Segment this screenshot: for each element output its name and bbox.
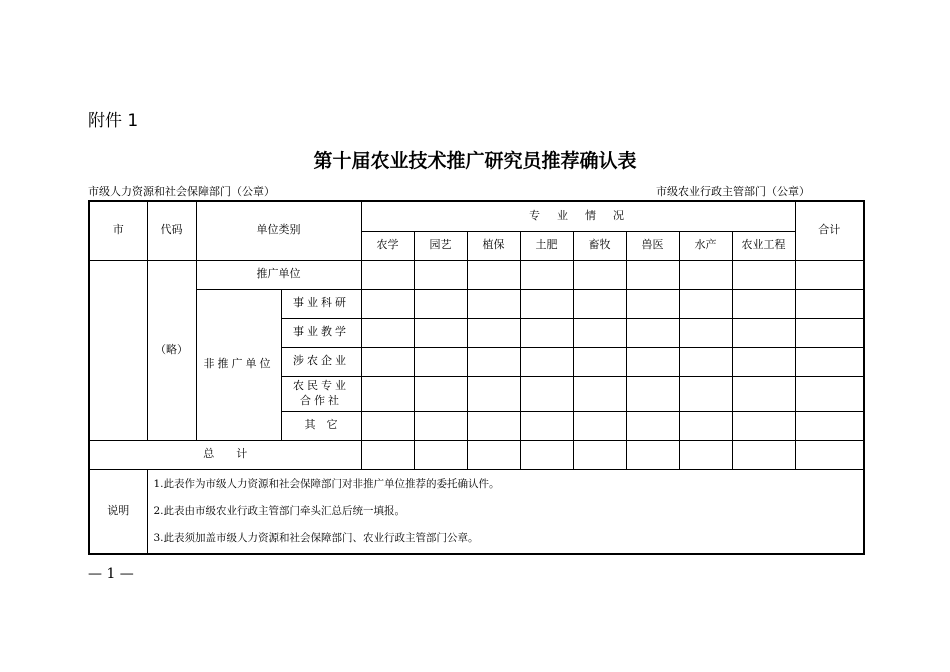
header-unit-type: 单位类别 [196, 201, 361, 260]
row-grand-total: 总 计 [89, 440, 361, 469]
sub-row-cooperative-line1: 农民专业 [293, 378, 349, 392]
recommendation-table [88, 200, 865, 555]
specialty-horticulture: 园艺 [414, 231, 467, 260]
header-specialty: 专 业 情 况 [361, 201, 795, 231]
row-promotion-unit: 推广单位 [196, 260, 361, 289]
specialty-agronomy: 农学 [361, 231, 414, 260]
notes-label: 说明 [89, 469, 147, 554]
sub-row-cooperative [281, 376, 361, 411]
specialty-veterinary: 兽医 [626, 231, 679, 260]
header-city: 市 [89, 201, 147, 260]
seal-left-label: 市级人力资源和社会保障部门（公章） [88, 185, 275, 198]
notes-cell [147, 469, 864, 554]
note-3: 3.此表须加盖市级人力资源和社会保障部门、农业行政主管部门公章。 [153, 531, 479, 544]
specialty-animal-husbandry: 畜牧 [573, 231, 626, 260]
header-code: 代码 [147, 201, 196, 260]
note-2: 2.此表由市级农业行政主管部门牵头汇总后统一填报。 [153, 504, 406, 517]
specialty-plant-protection: 植保 [467, 231, 520, 260]
header-total: 合计 [795, 201, 864, 260]
seal-right-label: 市级农业行政主管部门（公章） [656, 185, 810, 198]
form-title: 第十届农业技术推广研究员推荐确认表 [313, 150, 637, 172]
specialty-agri-engineering: 农业工程 [732, 231, 795, 260]
specialty-fishery: 水产 [679, 231, 732, 260]
page-number: — 1 — [88, 566, 134, 582]
city-cell [89, 260, 147, 440]
sub-row-other: 其 它 [281, 411, 361, 440]
attachment-label: 附件 1 [88, 111, 139, 131]
sub-row-cooperative-line2: 合作社 [300, 393, 342, 407]
sub-row-agri-enterprise: 涉农企业 [281, 347, 361, 376]
sub-row-research: 事业科研 [281, 289, 361, 318]
specialty-soil-fertilizer: 土肥 [520, 231, 573, 260]
note-1: 1.此表作为市级人力资源和社会保障部门对非推广单位推荐的委托确认件。 [153, 477, 500, 490]
row-non-promotion-unit: 非推广单位 [196, 289, 281, 440]
code-cell: （略） [147, 260, 196, 440]
sub-row-teaching: 事业教学 [281, 318, 361, 347]
